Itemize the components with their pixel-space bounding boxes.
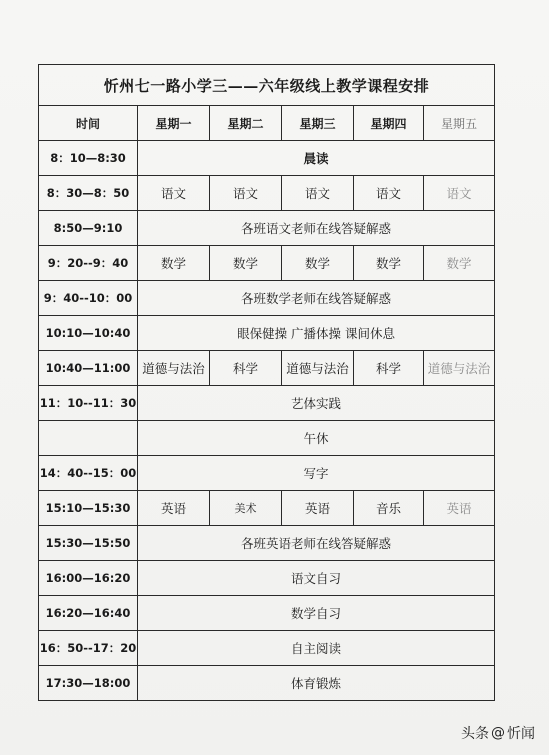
subject-cell: 科学 [210, 351, 282, 386]
subject-cell: 语文 [210, 176, 282, 211]
subject-cell: 科学 [354, 351, 424, 386]
time-cell: 8：30—8：50 [39, 176, 138, 211]
time-cell: 10:40—11:00 [39, 351, 138, 386]
activity-span-cell: 艺体实践 [138, 386, 495, 421]
subject-cell: 语文 [138, 176, 210, 211]
time-cell: 15:10—15:30 [39, 491, 138, 526]
activity-span-cell: 眼保健操 广播体操 课间休息 [138, 316, 495, 351]
time-cell: 9：40--10：00 [39, 281, 138, 316]
schedule-row [39, 666, 495, 701]
time-cell: 17:30—18:00 [39, 666, 138, 701]
schedule-row [39, 526, 495, 561]
time-cell [39, 421, 138, 456]
schedule-body [39, 65, 495, 701]
time-cell: 14：40--15：00 [39, 456, 138, 491]
title-row [39, 65, 495, 106]
subject-cell: 数学 [424, 246, 495, 281]
subject-cell: 数学 [354, 246, 424, 281]
activity-span-cell: 各班数学老师在线答疑解惑 [138, 281, 495, 316]
activity-span-cell: 自主阅读 [138, 631, 495, 666]
time-cell: 15:30—15:50 [39, 526, 138, 561]
subject-cell: 英语 [282, 491, 354, 526]
time-cell: 9：20--9：40 [39, 246, 138, 281]
schedule-row [39, 316, 495, 351]
activity-span-cell: 晨读 [138, 141, 495, 176]
at-icon: @ [491, 725, 505, 741]
time-cell: 8:50—9:10 [39, 211, 138, 246]
activity-span-cell: 体育锻炼 [138, 666, 495, 701]
schedule-row [39, 141, 495, 176]
header-day-mon: 星期一 [138, 106, 210, 141]
watermark-source: 头条 [461, 726, 489, 742]
subject-cell: 美术 [210, 491, 282, 526]
time-cell: 16：50--17：20 [39, 631, 138, 666]
subject-cell: 道德与法治 [138, 351, 210, 386]
schedule-row [39, 246, 495, 281]
schedule-row [39, 281, 495, 316]
time-cell: 11：10--11：30 [39, 386, 138, 421]
schedule-row [39, 561, 495, 596]
subject-cell: 道德与法治 [282, 351, 354, 386]
time-cell: 16:20—16:40 [39, 596, 138, 631]
schedule-row [39, 351, 495, 386]
subject-cell: 道德与法治 [424, 351, 495, 386]
subject-cell: 语文 [424, 176, 495, 211]
schedule-row [39, 456, 495, 491]
header-row [39, 106, 495, 141]
subject-cell: 语文 [282, 176, 354, 211]
time-cell: 10:10—10:40 [39, 316, 138, 351]
activity-span-cell: 写字 [138, 456, 495, 491]
activity-span-cell: 语文自习 [138, 561, 495, 596]
schedule-row [39, 491, 495, 526]
header-day-thu: 星期四 [354, 106, 424, 141]
schedule-row [39, 596, 495, 631]
subject-cell: 音乐 [354, 491, 424, 526]
schedule-row [39, 176, 495, 211]
header-day-tue: 星期二 [210, 106, 282, 141]
subject-cell: 英语 [424, 491, 495, 526]
subject-cell: 英语 [138, 491, 210, 526]
subject-cell: 数学 [282, 246, 354, 281]
time-cell: 8：10—8:30 [39, 141, 138, 176]
activity-span-cell: 午休 [138, 421, 495, 456]
watermark-account: 忻闻 [507, 726, 535, 742]
activity-span-cell: 各班语文老师在线答疑解惑 [138, 211, 495, 246]
schedule-row [39, 386, 495, 421]
header-day-fri: 星期五 [424, 106, 495, 141]
activity-span-cell: 数学自习 [138, 596, 495, 631]
subject-cell: 数学 [210, 246, 282, 281]
header-day-wed: 星期三 [282, 106, 354, 141]
subject-cell: 语文 [354, 176, 424, 211]
schedule-row [39, 421, 495, 456]
activity-span-cell: 各班英语老师在线答疑解惑 [138, 526, 495, 561]
subject-cell: 数学 [138, 246, 210, 281]
schedule-table [38, 64, 495, 701]
header-time: 时间 [39, 106, 138, 141]
time-cell: 16:00—16:20 [39, 561, 138, 596]
schedule-row [39, 631, 495, 666]
watermark [461, 723, 535, 743]
schedule-row [39, 211, 495, 246]
page-title: 忻州七一路小学三——六年级线上教学课程安排 [39, 65, 495, 106]
